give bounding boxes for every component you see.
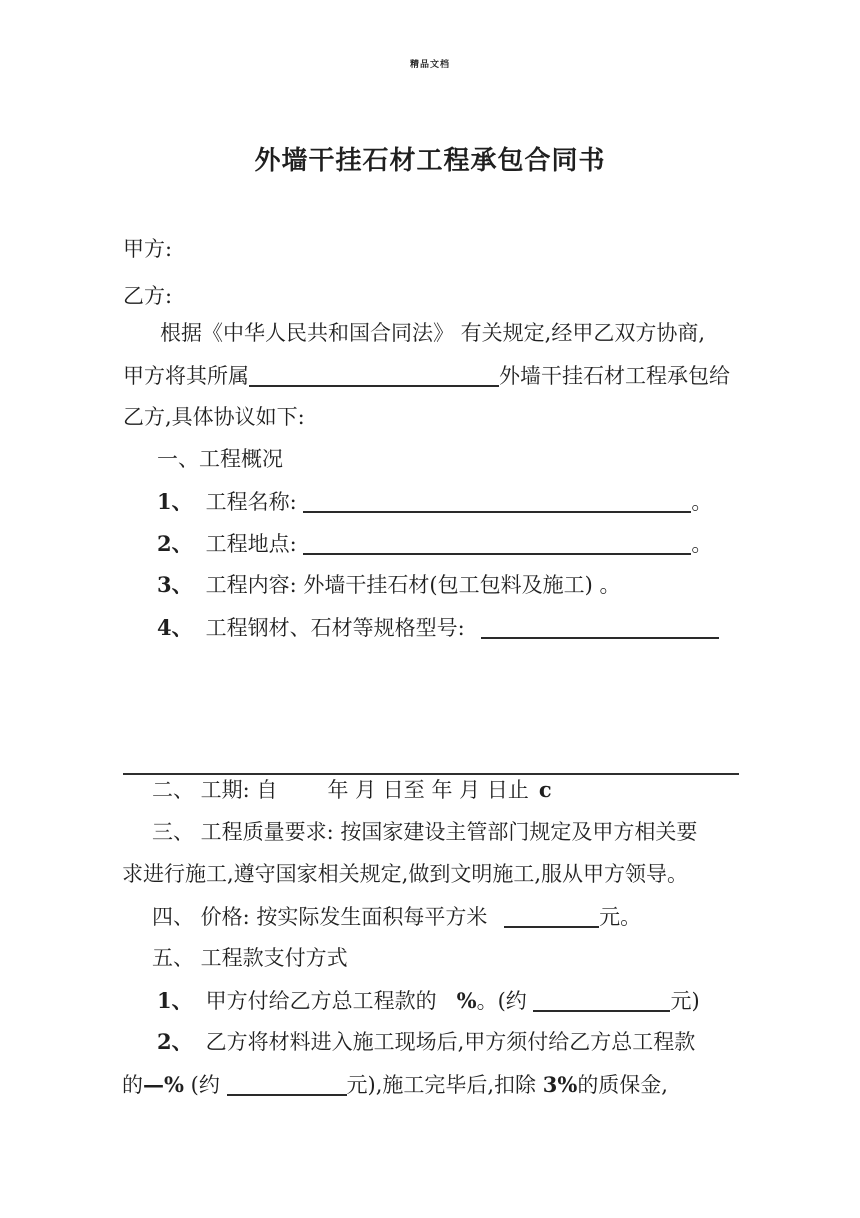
fill-in-blank-amount-1: [533, 989, 670, 1012]
item-project-content: [157, 574, 620, 596]
item-label: 工程地点:: [205, 532, 304, 556]
section-1-heading: 一、工程概况: [157, 447, 283, 471]
intro-line-2-post: 外墙干挂石材工程承包给: [499, 364, 730, 388]
fill-in-blank-amount-2: [227, 1073, 347, 1096]
payment-1-mid: 。(约: [476, 989, 534, 1013]
payment-2-mid: (约: [183, 1073, 227, 1097]
price-pre: 四、 价格: 按实际发生面积每平方米: [152, 905, 495, 929]
section-3-quality-line-2: 求进行施工,遵守国家相关规定,做到文明施工,服从甲方领导。: [122, 862, 689, 886]
payment-2-tail-2: 的质保金,: [577, 1073, 668, 1097]
item-project-location: [157, 532, 712, 555]
payment-2-retention-percent: 3%: [542, 1072, 578, 1097]
payment-item-1: [157, 989, 700, 1012]
item-number: 1、: [157, 489, 193, 514]
item-number: 2、: [157, 1029, 193, 1054]
page-divider-line: [123, 773, 739, 775]
payment-1-percent: %: [456, 988, 477, 1013]
intro-line-2-pre: 甲方将其所属: [123, 364, 249, 388]
item-tail: 。: [691, 532, 713, 556]
section-5-heading: 五、 工程款支付方式: [152, 946, 348, 970]
item-number: 1、: [157, 988, 193, 1013]
item-label: 工程内容:: [205, 573, 304, 597]
item-material-specs: [157, 616, 719, 639]
payment-2-text: 乙方将材料进入施工现场后,甲方须付给乙方总工程款: [205, 1030, 696, 1054]
item-tail: 。: [691, 490, 713, 514]
intro-line-1: 根据《中华人民共和国合同法》 有关规定,经甲乙双方协商,: [160, 321, 706, 345]
watermark-text: 精品文档: [409, 60, 450, 70]
fill-in-blank-unit-price: [504, 905, 599, 928]
payment-1-tail: 元): [670, 989, 700, 1013]
item-project-name: [157, 490, 712, 513]
fill-in-blank-material-specs: [481, 616, 719, 639]
party-a-label: 甲方:: [123, 237, 173, 261]
fill-in-blank-project-name: [303, 490, 691, 513]
section-4-price: [152, 905, 641, 928]
item-label: 工程钢材、石材等规格型号:: [205, 616, 472, 640]
section-2-duration: [152, 779, 552, 801]
item-label: 工程名称:: [205, 490, 304, 514]
party-b-label: 乙方:: [123, 284, 173, 308]
duration-dates: 年 月 日至 年 月 日止: [327, 778, 529, 802]
payment-1-pre: 甲方付给乙方总工程款的: [205, 989, 437, 1013]
price-tail: 元。: [599, 905, 642, 929]
intro-line-3: 乙方,具体协议如下:: [123, 405, 305, 429]
duration-pre: 二、 工期: 自: [152, 778, 278, 802]
section-3-quality-line-1: 三、 工程质量要求: 按国家建设主管部门规定及甲方相关要: [152, 820, 698, 844]
fill-in-blank-project-owner: [249, 364, 499, 387]
intro-line-2: [123, 364, 730, 387]
payment-2-pre: 的: [122, 1073, 143, 1097]
payment-item-2-line-2: [122, 1073, 668, 1096]
item-number: 4、: [157, 615, 193, 640]
payment-2-tail-1: 元),施工完毕后,扣除: [346, 1073, 543, 1097]
item-number: 2、: [157, 531, 193, 556]
payment-2-percent: —%: [143, 1072, 184, 1097]
duration-suffix: c: [538, 777, 552, 802]
payment-item-2-line-1: [157, 1031, 695, 1053]
document-title: 外墙干挂石材工程承包合同书: [254, 146, 606, 176]
item-text: 外墙干挂石材(包工包料及施工) 。: [303, 573, 621, 597]
item-number: 3、: [157, 572, 193, 597]
fill-in-blank-project-location: [303, 532, 691, 555]
